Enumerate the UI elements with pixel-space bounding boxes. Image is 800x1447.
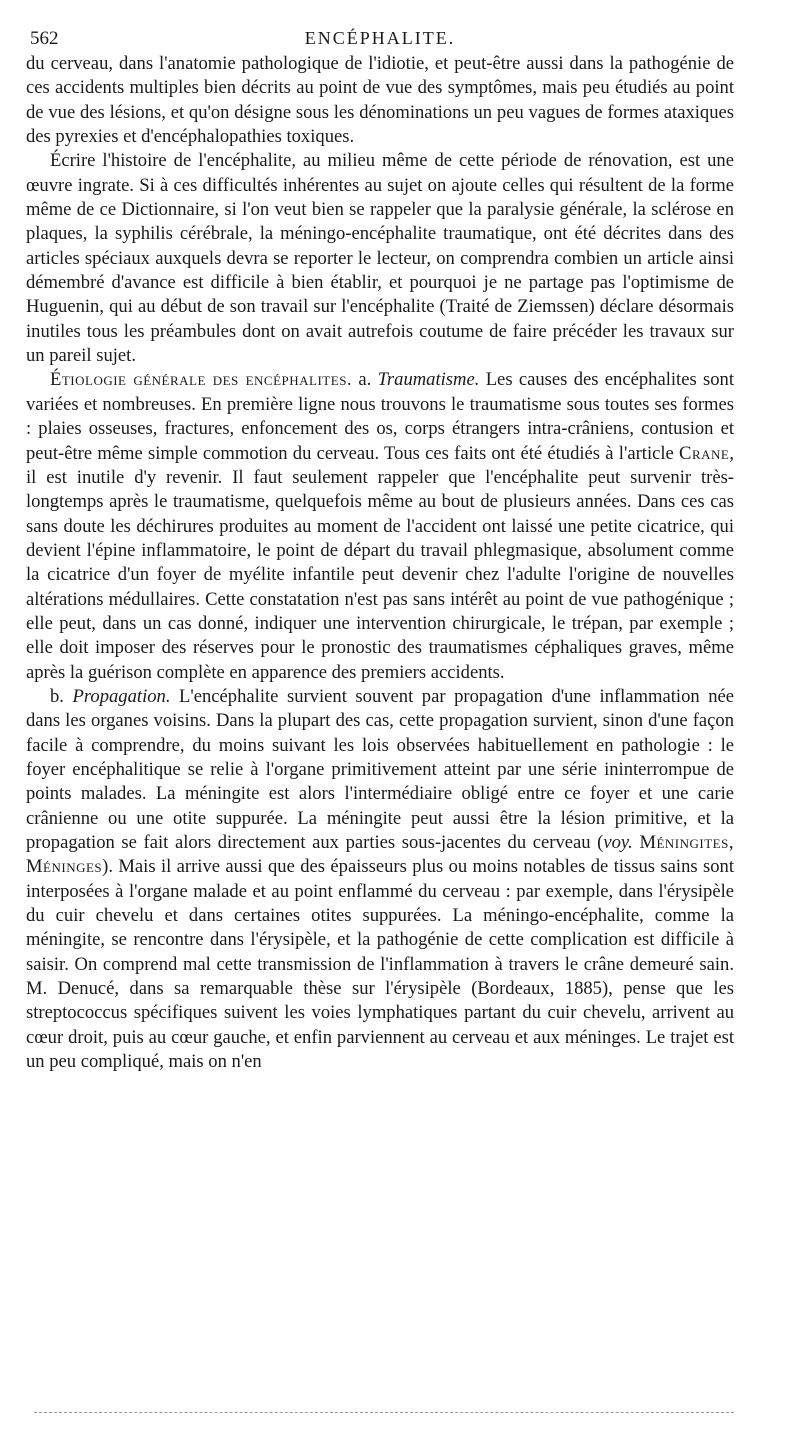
see-also-voy: voy. <box>603 832 633 853</box>
subsection-label-a: a. <box>358 369 372 391</box>
paragraph-2: Écrire l'histoire de l'encéphalite, au milieu même de cette période de rénovation, est une œuvre ingrate. Si à ces difficultés inhérentes au sujet on ajoute celles qui résultent de la forme même de ce Dictionnaire, si l'on veut bien se rappeler que la paralysie générale, la sclérose en plaques, la syphilis cérébrale, la méningo-encéphalite traumatique, ont été décrites dans des articles spéciaux auxquels devra se reporter le lecteur, on comprendra combien un article ainsi démembré d'avance est difficile à bien établir, et pourquoi je ne partage pas l'optimisme de Huguenin, qui au début de son travail sur l'encéphalite (Traité de Ziemssen) déclare désormais inutiles tous les préambules dont on avait autrefois coutume de faire précéder les travaux sur un pareil sujet. <box>26 150 734 367</box>
page-number: 562 <box>30 28 59 49</box>
cross-reference-meningites: Méningites, Méninges <box>26 832 734 878</box>
subsection-heading-traumatisme: Traumatisme. <box>377 369 480 391</box>
body-text <box>26 52 734 1074</box>
section-heading: Étiologie générale des encéphalites. <box>50 369 353 391</box>
paragraph-4-text-2: ). Mais il arrive aussi que des épaisseurs plus ou moins notables de tissus sains sont interposées à l'organe malade et au point enflammé du cerveau : par exemple, dans l'érysipèle du cuir chevelu et dans certaines otites suppurées. La méningo-encéphalite, comme la méningite, se rencontre dans l'érysipèle, et la pathogénie de cette complication est difficile à saisir. On comprend mal cette transmission de l'inflammation à travers le crâne demeuré sain. M. Denucé, dans sa remarquable thèse sur l'érysipèle (Bordeaux, 1885), pense que les streptococcus spécifiques suivent les voies lymphatiques partant du cuir chevelu, arrivent au cœur droit, puis au cœur gauche, et enfin parviennent au cerveau et aux méninges. Le trajet est un peu compliqué, mais on n'en <box>26 856 734 1073</box>
cross-reference-crane: Crane <box>679 442 730 464</box>
paragraph-3-text-after-ref: , il est inutile d'y revenir. Il faut seulement rappeler que l'encéphalite peut survenir très-longtemps après le traumatisme, quelquefois même au bout de plusieurs années. Dans ces cas sans doute les déchirures produites au moment de l'accident ont laissé une petite cicatrice, qui devient l'épine inflammatoire, le point de départ du travail phlegmasique, absolument comme la cicatrice d'un foyer de myélite infantile peut devenir chez l'adulte l'origine de nouvelles altérations médullaires. Cette constatation n'est pas sans intérêt au point de vue pathogénique ; elle peut, dans un cas donné, indiquer une intervention chirurgicale, le trépan, par exemple ; elle doit imposer des réserves pour le pronostic des traumatismes céphaliques graves, même après la guérison complète en apparence des premiers accidents. <box>26 442 734 683</box>
subsection-heading-propagation: Propagation. <box>72 685 171 707</box>
paragraph-1: du cerveau, dans l'anatomie pathologique de l'idiotie, et peut-être aussi dans la pathogénie de ces accidents multiples bien décrits au point de vue des symptômes, mais peu étudiés au point de vue des lésions, et qu'on désigne sous les dénominations un peu vagues de formes ataxiques des pyrexies et d'encéphalopathies toxiques. <box>26 53 734 148</box>
running-title: ENCÉPHALITE. <box>304 28 456 48</box>
subsection-label-b: b. <box>50 685 64 707</box>
paragraph-4 <box>26 685 734 1075</box>
page <box>26 22 734 1074</box>
page-header <box>26 22 734 52</box>
paragraph-3 <box>26 368 734 684</box>
paragraph-4-text-1: L'encéphalite survient souvent par propagation d'une inflammation née dans les organes voisins. Dans la plupart des cas, cette propagation survient, sinon d'une façon facile à comprendre, du moins suivant les lois observées habituellement en pathologie : le foyer encéphalitique se relie à l'organe primitivement atteint par une série ininterrompue de points malades. La méningite est alors l'intermédiaire obligé entre ce foyer et une carie crânienne ou une otite suppurée. La méningite peut aussi être la lésion primitive, et la propagation se fait alors directement aux parties sous-jacentes du cerveau ( <box>26 685 735 853</box>
footer-rule <box>34 1412 734 1413</box>
paragraph-3-text-before-ref: Les causes des encéphalites sont variées et nombreuses. En première ligne nous trouvons le traumatisme sous toutes ses formes : plaies osseuses, fractures, enfoncement des os, corps étrangers intra-crâniens, contusion et peut-être même simple commotion du cerveau. Tous ces faits ont été étudiés à l'article <box>26 369 734 464</box>
